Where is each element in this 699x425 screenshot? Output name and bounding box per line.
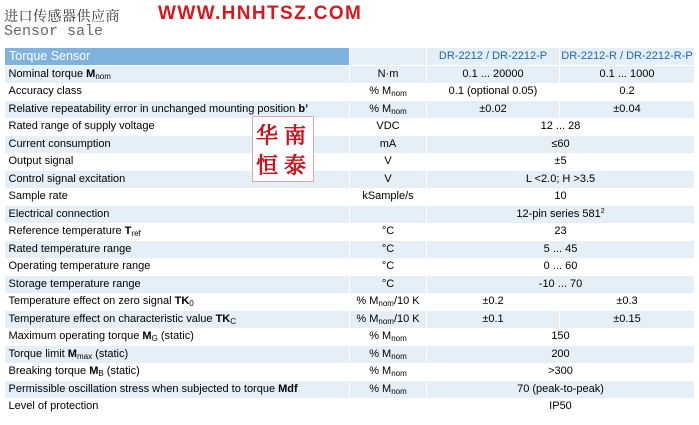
label-text: Permissible oscillation stress when subjected to torque <box>8 382 279 395</box>
row-label <box>5 293 350 311</box>
row-label <box>5 311 350 329</box>
row-value-model-1 <box>427 293 560 311</box>
banner-english-title: Sensor sale <box>4 23 104 40</box>
unit-text: % M <box>369 85 392 98</box>
table-row <box>5 276 695 294</box>
row-unit <box>350 206 427 224</box>
unit-subscript: nom <box>391 386 407 396</box>
unit-text: °C <box>381 242 395 255</box>
value-superscript: 2 <box>600 207 605 215</box>
row-label <box>5 346 350 364</box>
company-stamp <box>252 116 314 182</box>
row-label <box>5 241 350 259</box>
unit-text: VDC <box>376 120 400 133</box>
table-row <box>5 381 695 399</box>
label-symbol: TK <box>174 295 190 308</box>
row-unit <box>350 101 427 119</box>
unit-suffix: /10 K <box>393 295 420 308</box>
row-label <box>5 206 350 224</box>
row-unit <box>350 171 427 189</box>
row-unit <box>350 293 427 311</box>
row-value <box>427 398 695 416</box>
table-row <box>5 153 695 171</box>
row-value <box>427 223 695 241</box>
label-symbol: TK <box>215 312 231 325</box>
row-label <box>5 83 350 101</box>
label-text: Nominal torque <box>8 67 87 80</box>
row-value-model-2 <box>560 101 695 119</box>
row-unit <box>350 258 427 276</box>
label-text: Temperature effect on zero signal <box>8 295 175 308</box>
label-symbol: M <box>89 365 99 378</box>
label-symbol-subscript: B <box>98 369 104 379</box>
row-label <box>5 276 350 294</box>
value-text: 200 <box>551 347 570 360</box>
value-text: ±0.02 <box>479 102 507 115</box>
value-text: -10 ... 70 <box>538 277 583 290</box>
label-symbol: M <box>86 67 96 80</box>
value-text: ±5 <box>554 155 567 168</box>
label-text: Control signal excitation <box>8 172 126 185</box>
label-symbol-subscript: C <box>230 316 237 326</box>
row-label <box>5 223 350 241</box>
row-unit <box>350 276 427 294</box>
value-text: 12 ... 28 <box>540 120 581 133</box>
row-value-model-1 <box>427 101 560 119</box>
label-symbol: M <box>142 330 152 343</box>
value-text: 70 (peak-to-peak) <box>517 382 604 395</box>
banner-chinese-title: 进口传感器供应商 <box>4 9 120 25</box>
stamp-char: 恒 <box>256 154 279 179</box>
row-value <box>427 381 695 399</box>
table-row <box>5 118 695 136</box>
unit-subscript: nom <box>391 369 407 379</box>
unit-text: % M <box>356 295 379 308</box>
label-text: Output signal <box>8 155 74 168</box>
unit-subscript: nom <box>378 316 394 326</box>
label-suffix: (static) <box>92 347 129 360</box>
row-unit <box>350 328 427 346</box>
row-label <box>5 381 350 399</box>
label-text: Storage temperature range <box>8 277 141 290</box>
label-symbol-subscript: max <box>76 351 93 361</box>
unit-suffix: /10 K <box>393 312 420 325</box>
label-text: Sample rate <box>8 190 68 203</box>
unit-text: % M <box>356 312 379 325</box>
model-column-1: DR-2212 / DR-2212-P <box>427 48 560 66</box>
value-text: 10 <box>554 190 567 203</box>
table-row <box>5 293 695 311</box>
value-text: 0 ... 60 <box>543 260 578 273</box>
table-row <box>5 223 695 241</box>
unit-text: % M <box>369 365 392 378</box>
table-row <box>5 258 695 276</box>
row-label <box>5 398 350 416</box>
label-text: Relative repeatability error in unchanged mounting position <box>8 102 299 115</box>
row-value-model-1 <box>427 311 560 329</box>
label-text: Temperature effect on characteristic value <box>8 312 216 325</box>
row-unit <box>350 136 427 154</box>
value-text: ≤60 <box>551 137 570 150</box>
label-text: Rated temperature range <box>8 242 132 255</box>
unit-text: V <box>384 155 392 168</box>
label-text: Level of protection <box>8 400 99 413</box>
label-symbol-subscript: 0 <box>189 299 194 309</box>
label-symbol: b’ <box>298 102 309 115</box>
row-unit <box>350 398 427 416</box>
unit-subscript: nom <box>391 89 407 99</box>
unit-text: % M <box>369 330 392 343</box>
value-text: L <2.0; H >3.5 <box>525 172 596 185</box>
value-text: ±0.04 <box>613 102 641 115</box>
row-value <box>427 206 695 224</box>
row-value <box>427 276 695 294</box>
stamp-char: 华 <box>256 124 279 149</box>
unit-text: °C <box>381 260 395 273</box>
table-row <box>5 241 695 259</box>
row-value <box>427 118 695 136</box>
row-unit <box>350 118 427 136</box>
value-text: 12-pin series 581 <box>516 207 601 220</box>
table-title: Torque Sensor <box>5 48 350 66</box>
row-unit <box>350 363 427 381</box>
row-label <box>5 188 350 206</box>
unit-subscript: nom <box>391 351 407 361</box>
table-row <box>5 328 695 346</box>
row-unit <box>350 381 427 399</box>
unit-text: °C <box>381 277 395 290</box>
table-row <box>5 171 695 189</box>
unit-text: °C <box>381 225 395 238</box>
row-value-model-1 <box>427 83 560 101</box>
label-text: Accuracy class <box>8 85 82 98</box>
value-text: 0.1 ... 20000 <box>462 67 524 80</box>
unit-subscript: nom <box>391 106 407 116</box>
row-value-model-2 <box>560 83 695 101</box>
label-symbol: T <box>124 225 132 238</box>
row-unit <box>350 311 427 329</box>
value-text: ±0.15 <box>613 312 641 325</box>
row-value <box>427 171 695 189</box>
label-suffix: (static) <box>103 365 140 378</box>
value-text: 150 <box>551 330 570 343</box>
table-row <box>5 136 695 154</box>
table-row <box>5 363 695 381</box>
unit-text: % M <box>369 382 392 395</box>
table-header-row <box>5 48 695 66</box>
table-row <box>5 188 695 206</box>
row-value <box>427 363 695 381</box>
value-text: 23 <box>554 225 567 238</box>
label-suffix: (static) <box>157 330 194 343</box>
row-value-model-1 <box>427 66 560 84</box>
value-text: >300 <box>548 365 573 378</box>
table-row <box>5 206 695 224</box>
row-unit <box>350 223 427 241</box>
label-text: Maximum operating torque <box>8 330 143 343</box>
value-text: ±0.2 <box>482 295 504 308</box>
row-label <box>5 363 350 381</box>
table-row <box>5 346 695 364</box>
label-symbol: Mdf <box>278 382 298 395</box>
stamp-char: 南 <box>284 124 307 149</box>
unit-text: V <box>384 172 392 185</box>
value-text: ±0.3 <box>616 295 638 308</box>
label-symbol: M <box>67 347 77 360</box>
unit-text: N·m <box>377 67 399 80</box>
value-text: 0.1 ... 1000 <box>599 67 655 80</box>
table-row <box>5 311 695 329</box>
label-symbol-subscript: nom <box>95 71 111 81</box>
row-unit <box>350 346 427 364</box>
value-text: IP50 <box>549 400 572 413</box>
unit-text: % M <box>369 102 392 115</box>
unit-text: kSample/s <box>362 190 414 203</box>
value-text: ±0.1 <box>482 312 504 325</box>
row-value <box>427 258 695 276</box>
table-row <box>5 83 695 101</box>
row-unit <box>350 241 427 259</box>
value-text: 0.1 (optional 0.05) <box>448 85 538 98</box>
row-label <box>5 66 350 84</box>
unit-text: mA <box>379 137 397 150</box>
site-banner <box>0 0 699 44</box>
value-text: 0.2 <box>619 85 635 98</box>
row-value <box>427 136 695 154</box>
row-value <box>427 153 695 171</box>
label-text: Current consumption <box>8 137 111 150</box>
value-text: 5 ... 45 <box>543 242 578 255</box>
table-row <box>5 398 695 416</box>
table-row <box>5 101 695 119</box>
label-symbol-subscript: G <box>151 334 158 344</box>
label-symbol-subscript: ref <box>131 229 141 239</box>
label-text: Electrical connection <box>8 207 110 220</box>
row-unit <box>350 66 427 84</box>
label-text: Reference temperature <box>8 225 125 238</box>
row-value-model-2 <box>560 293 695 311</box>
header-unit-cell <box>350 48 427 66</box>
model-column-2: DR-2212-R / DR-2212-R-P <box>560 48 695 66</box>
row-unit <box>350 153 427 171</box>
row-label <box>5 328 350 346</box>
row-value <box>427 346 695 364</box>
row-value <box>427 328 695 346</box>
row-label <box>5 258 350 276</box>
unit-subscript: nom <box>391 334 407 344</box>
unit-subscript: nom <box>378 299 394 309</box>
banner-website-link[interactable]: WWW.HNHTSZ.COM <box>158 3 363 24</box>
label-text: Operating temperature range <box>8 260 151 273</box>
unit-text: % M <box>369 347 392 360</box>
spec-table <box>4 47 695 416</box>
row-value <box>427 241 695 259</box>
row-unit <box>350 83 427 101</box>
table-row <box>5 66 695 84</box>
row-value-model-2 <box>560 311 695 329</box>
label-text: Rated range of supply voltage <box>8 120 155 133</box>
row-value-model-2 <box>560 66 695 84</box>
row-value <box>427 188 695 206</box>
row-unit <box>350 188 427 206</box>
stamp-char: 泰 <box>284 154 307 179</box>
label-text: Torque limit <box>8 347 68 360</box>
label-text: Breaking torque <box>8 365 90 378</box>
